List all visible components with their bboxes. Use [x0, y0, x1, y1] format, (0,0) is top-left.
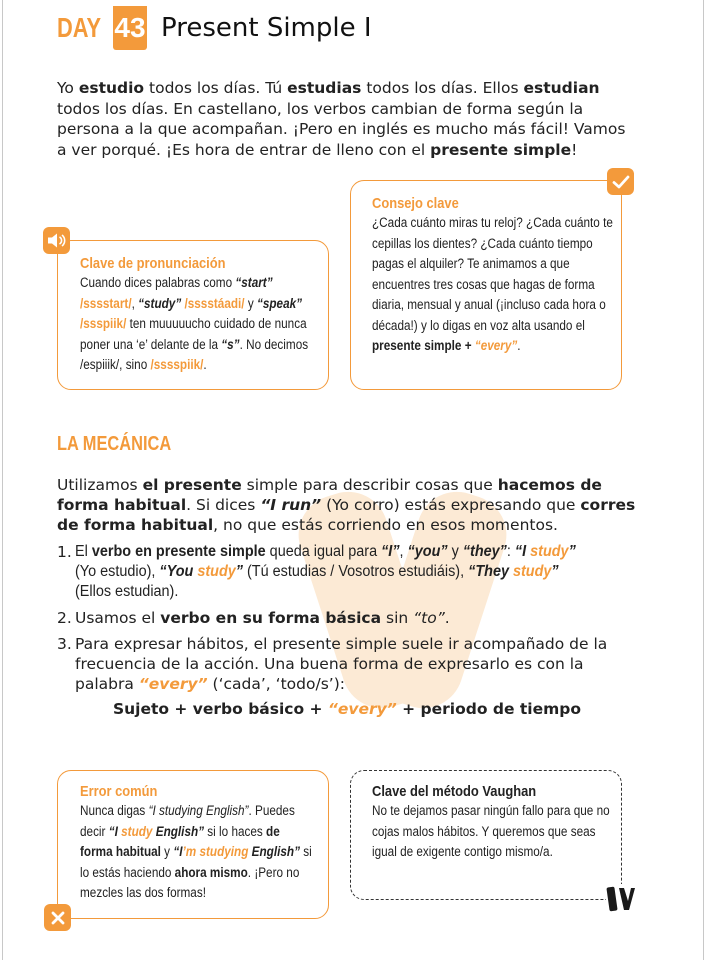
error-title: Error común [80, 783, 158, 800]
vaughan-method-box [350, 770, 622, 900]
day-label: DAY [57, 12, 102, 43]
vaughan-method-text: No te dejamos pasar ningún fallo para que no cojas malos hábitos. Y queremos que seas igual de exigente contigo mismo/a. [372, 803, 610, 859]
tip-title: Consejo clave [372, 195, 459, 212]
error-box [57, 770, 329, 919]
list-item: 1. El verbo en presente simple queda igual para “I”, “you” y “they”: “I study” (Yo estudio), “You study” (Tú estudias / Vosotros estudiáis), “They study” (Ellos estudian). [57, 543, 576, 600]
check-icon [607, 168, 634, 195]
error-text: Nunca digas “I studying English”. Puedes decir “I study English” si lo haces de forma habitual y “I’m studying English” si lo estás haciendo ahora mismo. ¡Pero no mezcles las dos formas! [80, 803, 312, 900]
page-edge-right [703, 0, 704, 960]
intro-paragraph: Yo estudio todos los días. Tú estudias todos los días. Ellos estudian todos los días. En castellano, los verbos cambian de forma según la persona a la que acompañan. ¡Pero en inglés es mucho más fácil! Vamos a ver porqué. ¡Es hora de entrar de lleno con el presente simple! [57, 79, 626, 159]
list-item: 3. Para expresar hábitos, el presente simple suele ir acompañado de la frecuencia de la acción. Una buena forma de expresarlo es con la palabra “every” (‘cada’, ‘todo/s’): [57, 635, 608, 693]
speaker-icon [43, 227, 70, 254]
mechanics-paragraph: Utilizamos el presente simple para describir cosas que hacemos de forma habitual. Si dices “I run” (Yo corro) estás expresando que corres de forma habitual, no que estás corriendo en esos momentos. [57, 476, 636, 534]
vaughan-method-title: Clave del método Vaughan [372, 783, 537, 800]
pronunciation-text: Cuando dices palabras como “start” /sssstart/, “study” /sssstáadi/ y “speak” /ssspiik/ ten muuuuucho cuidado de nunca poner una ‘e’ delante de la “s”. No decimos /espiiik/, sino /sssspiik/. [80, 275, 309, 372]
close-icon [44, 904, 71, 931]
page-edge-left [2, 0, 3, 960]
section-title-mechanics: LA MECÁNICA [57, 433, 172, 455]
page-header [57, 6, 372, 50]
page-title: Present Simple I [161, 13, 372, 43]
tip-text: ¿Cada cuánto miras tu reloj? ¿Cada cuánto te cepillas los dientes? ¿Cada cuánto tiempo pagas el alquiler? Te animamos a que encuentres tres cosas que hagas de forma diaria, mensual y anual (¡incluso cada hora o década!) y lo digas en voz alta usando el presente simple + “every”. [372, 215, 613, 353]
pronunciation-title: Clave de pronunciación [80, 255, 226, 272]
day-number-badge: 43 [113, 6, 147, 50]
vaughan-logo-icon [606, 884, 636, 914]
formula: Sujeto + verbo básico + “every” + periodo de tiempo [112, 700, 582, 718]
list-item: 2. Usamos el verbo en su forma básica sin “to”. [57, 609, 450, 627]
pronunciation-box [57, 240, 329, 390]
tip-box [350, 180, 622, 390]
